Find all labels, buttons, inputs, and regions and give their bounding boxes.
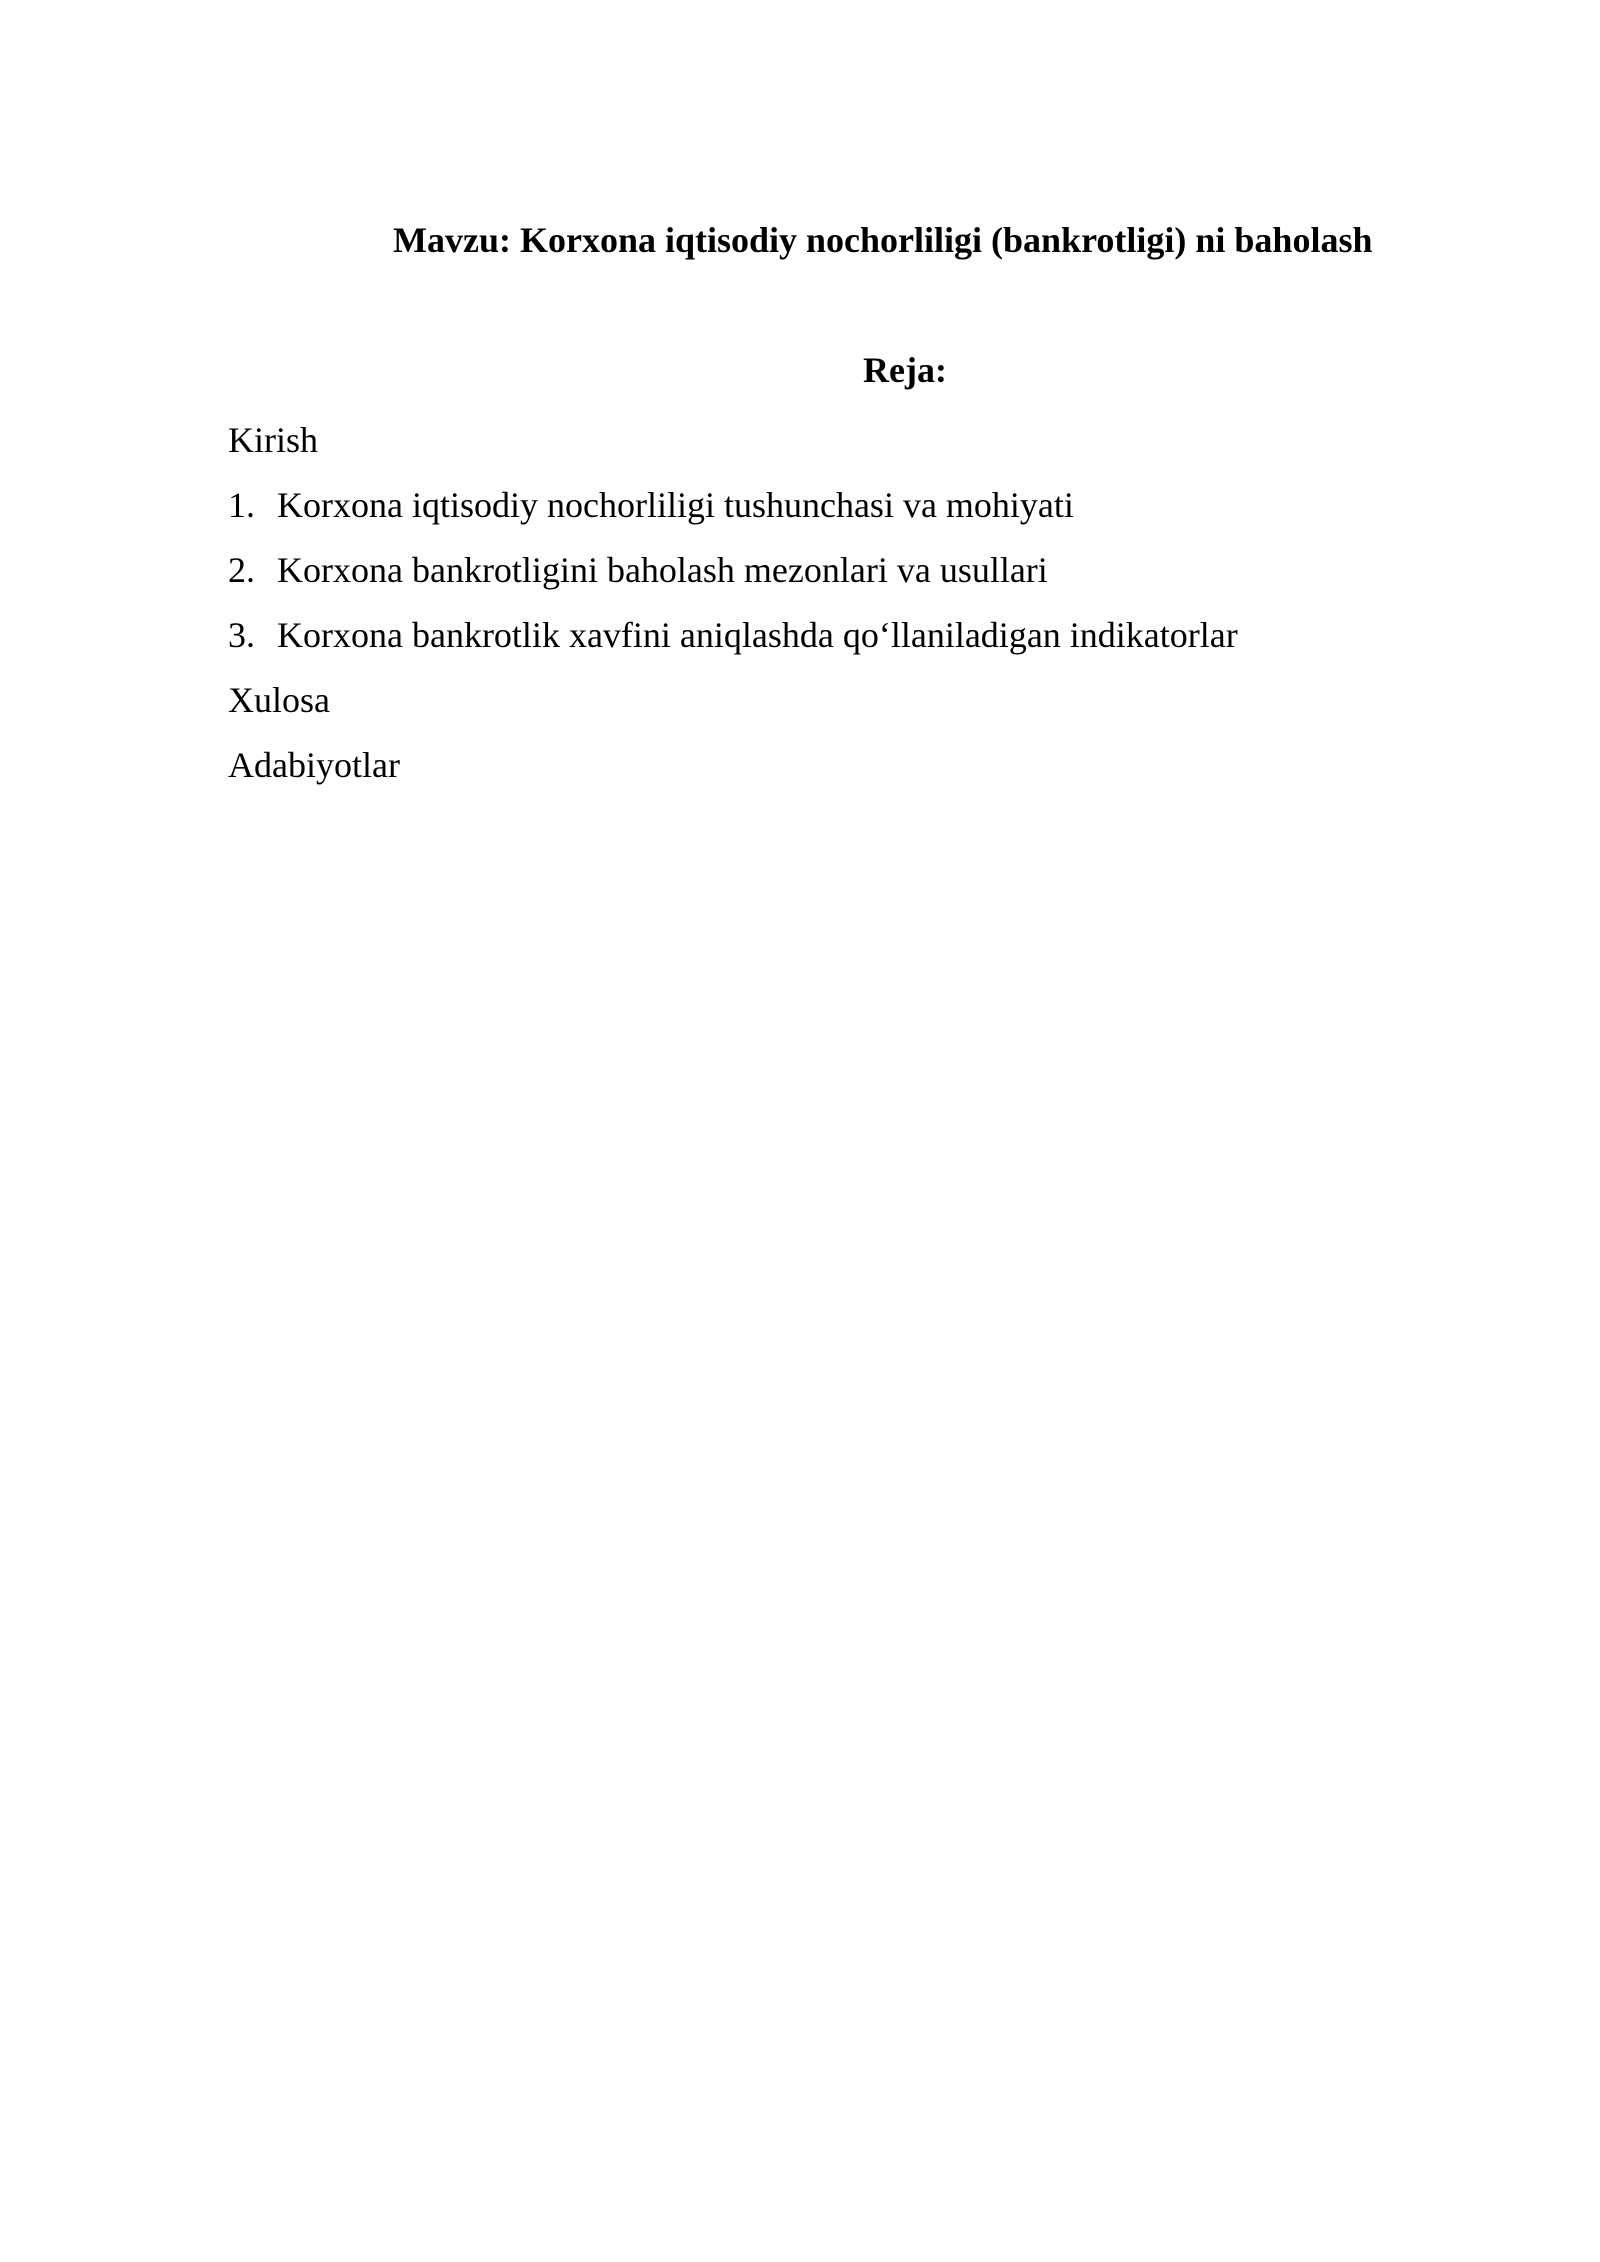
document-title: Mavzu: Korxona iqtisodiy nochorliligi (bankrotligi) ni baholash (393, 220, 1373, 260)
plan-item-2 (228, 538, 1238, 603)
plan-intro: Kirish (228, 420, 318, 460)
plan-references: Adabiyotlar (228, 745, 400, 785)
plan-conclusion: Xulosa (228, 680, 330, 720)
plan-item-1 (228, 473, 1238, 538)
plan-item-text: Korxona iqtisodiy nochorliligi tushunchasi va mohiyati (277, 485, 1074, 525)
plan-heading: Reja: (863, 350, 947, 390)
plan-item-3 (228, 603, 1238, 668)
plan-item-text: Korxona bankrotligini baholash mezonlari va usullari (277, 550, 1048, 590)
plan-item-number: 3. (228, 615, 255, 655)
plan-list (228, 408, 1238, 798)
plan-item-text: Korxona bankrotlik xavfini aniqlashda qo‘llaniladigan indikatorlar (277, 615, 1238, 655)
plan-item-number: 2. (228, 550, 255, 590)
plan-item-number: 1. (228, 485, 255, 525)
